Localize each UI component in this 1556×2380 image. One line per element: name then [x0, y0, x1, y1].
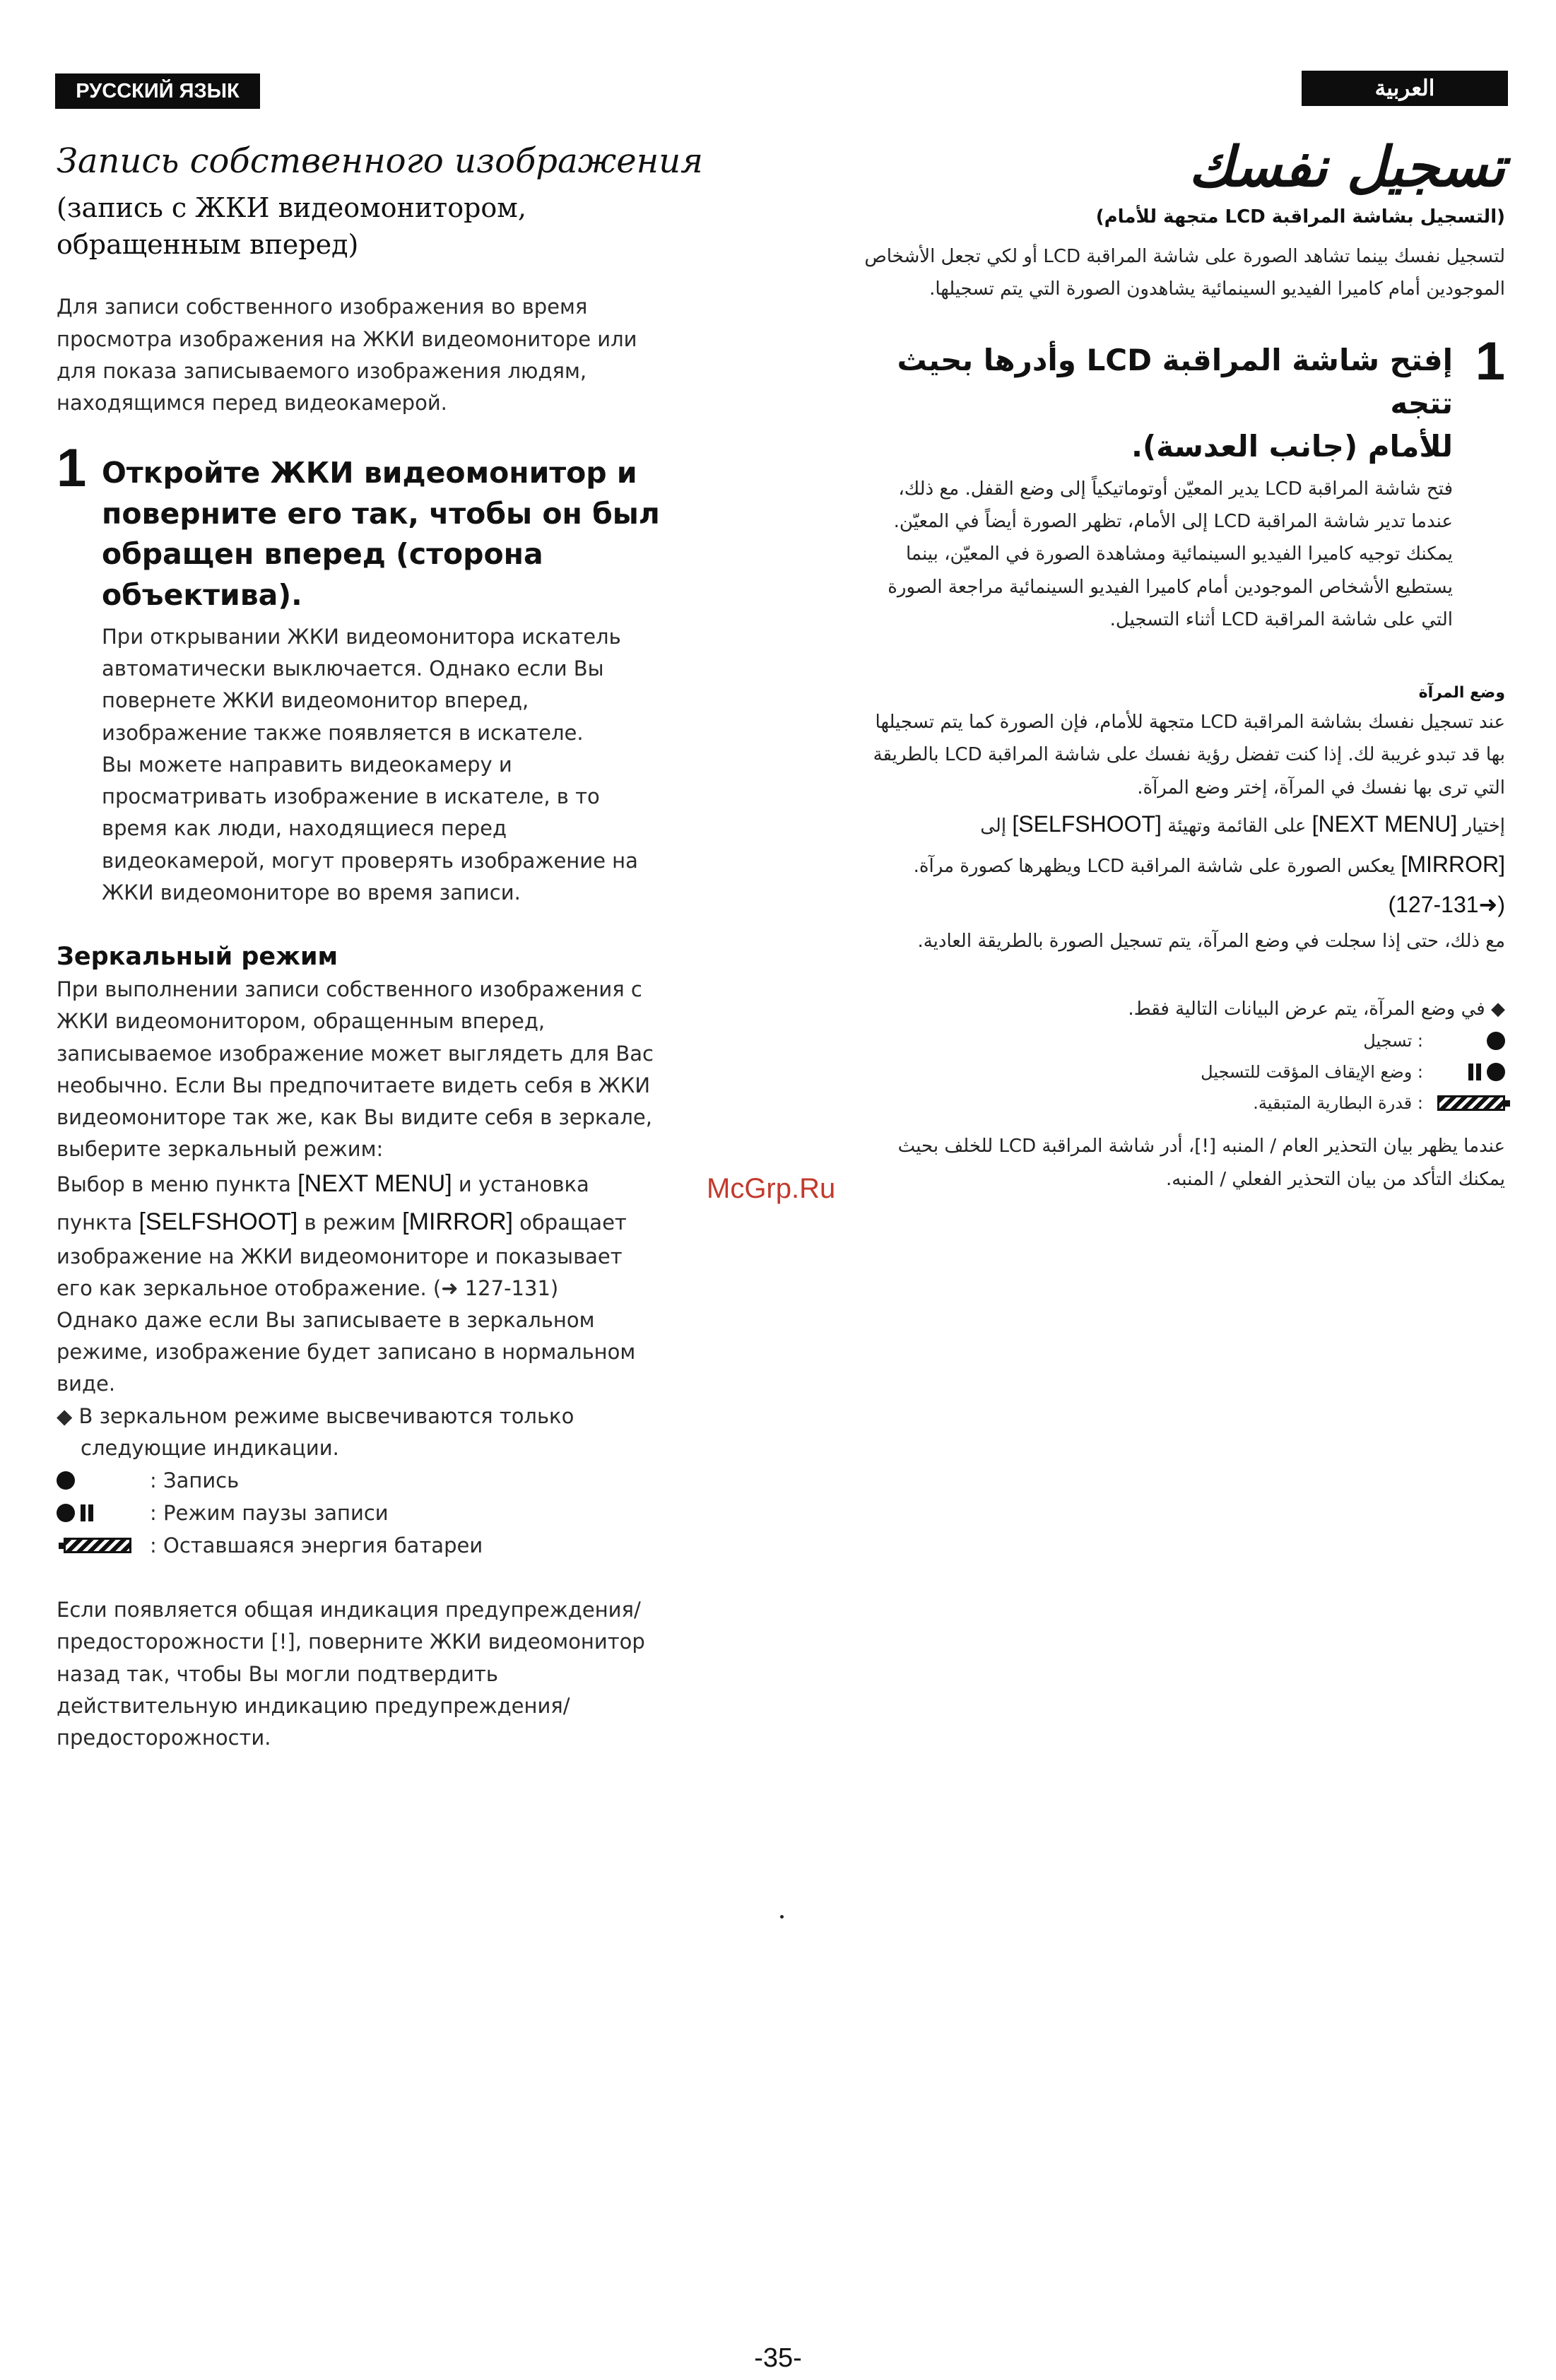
step-number-arabic: 1 — [1475, 331, 1505, 392]
menu-item-mirror-arabic: [MIRROR] — [1401, 851, 1505, 877]
indicator-bullet-arabic: ◆ في وضع المرآة، يتم عرض البيانات التالية فقط. — [1128, 998, 1505, 1020]
page-number: -35- — [754, 2343, 802, 2373]
indicator-row-record-arabic: : تسجيل — [837, 1025, 1505, 1056]
mirror-mode-body: При выполнении записи собственного изображения с ЖКИ видеомонитором, обращенным вперед, записываемое изображение может выглядеть для Вас необычно. Если Вы предпочитаете видеть себя в ЖКИ видеомониторе так же, как Вы видите себя в зеркале, выберите зеркальный режим: Выбор в меню пункта [NEXT MENU] и установка пункта [SELFSHOOT] в режим [MIRROR] обращает изображение на ЖКИ видеомониторе и показывает его как зеркальное отображение. (➜ 127-131) Однако даже если Вы записываете в зеркальном режиме, изображение будет записано в нормальном виде. ◆ В зеркальном режиме высвечиваются только следующие индикации. — [57, 974, 728, 1464]
watermark: McGrp.Ru — [707, 1173, 836, 1204]
step-body: При открывании ЖКИ видеомонитора искатель автоматически выключается. Однако если Вы повернете ЖКИ видеомонитор вперед, изображение также появляется в искателе. Вы можете направить видеокамеру и просматривать изображение в искателе, в то время как люди, находящиеся перед видеокамерой, могут проверять изображение на ЖКИ видеомониторе во время записи. — [102, 624, 638, 905]
indicator-bullet: ◆ В зеркальном режиме высвечиваются только — [57, 1403, 574, 1428]
page-title: Запись собственного изображения — [57, 141, 703, 181]
step-title: Откройте ЖКИ видеомонитор и поверните его так, чтобы он был обращен вперед (сторона объектива). — [102, 456, 660, 612]
arabic-column — [837, 134, 1505, 1196]
indicator-row-pause: : Режим паузы записи — [57, 1497, 728, 1529]
step-1 — [57, 438, 728, 909]
stray-dot — [780, 1915, 784, 1919]
indicator-row-record: : Запись — [57, 1464, 728, 1497]
indicator-list — [57, 1464, 728, 1562]
battery-icon — [64, 1538, 131, 1553]
battery-icon — [1437, 1095, 1505, 1111]
record-dot-icon — [57, 1471, 75, 1490]
record-pause-icon — [1434, 1063, 1505, 1081]
record-dot-icon — [1487, 1032, 1505, 1050]
page-subtitle: (запись с ЖКИ видеомонитором, обращенным вперед) — [57, 192, 526, 261]
record-pause-icon — [57, 1504, 150, 1522]
menu-item-next-menu-arabic: [NEXT MENU] — [1312, 811, 1458, 837]
mirror-mode-heading-arabic: وضع المرآة — [1418, 684, 1505, 702]
indicator-row-battery: : Оставшаяся энергия батареи — [57, 1529, 728, 1562]
intro-paragraph-arabic: لتسجيل نفسك بينما تشاهد الصورة على شاشة المراقبة LCD أو لكي تجعل الأشخاص الموجودين أمام كاميرا الفيديو السينمائية يشاهدون الصورة التي يتم تسجيلها. — [864, 245, 1505, 300]
menu-item-selfshoot-arabic: [SELFSHOOT] — [1012, 811, 1162, 837]
menu-item-mirror: [MIRROR] — [402, 1208, 513, 1235]
step-1-arabic — [837, 331, 1505, 636]
mirror-mode-body-arabic: عند تسجيل نفسك بشاشة المراقبة LCD متجهة للأمام، فإن الصورة كما يتم تسجيلها بها قد تبدو غريبة لك. إذا كنت تفضل رؤية نفسك على شاشة المراقبة LCD بالطريقة التي ترى بها نفسك في المرآة، إختر وضع المرآة. إختيار [NEXT MENU] على القائمة وتهيئة [SELFSHOOT] إلى [MIRROR] يعكس الصورة على شاشة المراقبة LCD ويظهرها كصورة مرآة. (➜127-131) مع ذلك، حتى إذا سجلت في وضع المرآة، يتم تسجيل الصورة بالطريقة العادية. — [837, 706, 1505, 958]
page-subtitle-arabic: (التسجيل بشاشة المراقبة LCD متجهة للأمام) — [1095, 206, 1505, 228]
page-reference-arabic: (➜127-131) — [1388, 891, 1505, 917]
language-tag-russian: РУССКИЙ ЯЗЫК — [55, 73, 260, 109]
language-tag-arabic: العربية — [1302, 71, 1508, 106]
step-body-arabic: فتح شاشة المراقبة LCD يدير المعيّن أوتوماتيكياً إلى وضع القفل. مع ذلك، عندما تدير شاشة المراقبة LCD إلى الأمام، تظهر الصورة أيضاً في المعيّن. يمكنك توجيه كاميرا الفيديو السينمائية ومشاهدة الصورة في المعيّن، بينما يستطيع الأشخاص الموجودين أمام كاميرا الفيديو السينمائية مراجعة الصورة التي على شاشة المراقبة LCD أثناء التسجيل. — [888, 478, 1453, 630]
menu-item-next-menu: [NEXT MENU] — [297, 1170, 452, 1198]
indicator-list-arabic — [837, 1025, 1505, 1119]
mirror-mode-heading: Зеркальный режим — [57, 943, 338, 972]
step-title-arabic: إفتح شاشة المراقبة LCD وأدرها بحيث تتجه للأمام (جانب العدسة). — [897, 343, 1453, 464]
intro-paragraph: Для записи собственного изображения во время просмотра изображения на ЖКИ видеомониторе или для показа записываемого изображения людям, находящимся перед видеокамерой. — [57, 295, 637, 416]
russian-column — [57, 141, 728, 1754]
warning-paragraph-arabic: عندما يظهر بيان التحذير العام / المنبه [!]، أدر شاشة المراقبة LCD للخلف بحيث يمكنك التأكد من بيان التحذير الفعلي / المنبه. — [897, 1136, 1505, 1190]
page-title-arabic: تسجيل نفسك — [1189, 135, 1505, 199]
indicator-row-pause-arabic: : وضع الإيقاف المؤقت للتسجيل — [837, 1056, 1505, 1088]
menu-item-selfshoot: [SELFSHOOT] — [138, 1208, 298, 1235]
step-number: 1 — [57, 438, 87, 499]
indicator-row-battery-arabic: : قدرة البطارية المتبقية. — [837, 1088, 1505, 1119]
menu-instruction: Выбор в меню пункта [NEXT MENU] и установка — [57, 1170, 589, 1198]
warning-paragraph: Если появляется общая индикация предупреждения/ предосторожности [!], поверните ЖКИ видеомонитор назад так, чтобы Вы могли подтвердить действительную индикацию предупреждения/ предосторожности. — [57, 1598, 645, 1750]
